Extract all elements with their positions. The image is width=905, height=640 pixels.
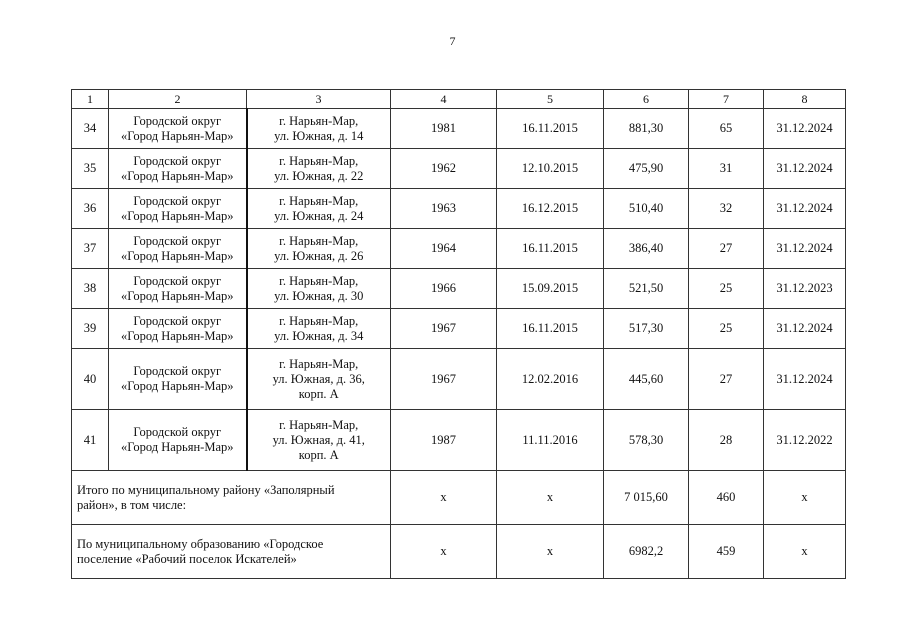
deadline-cell: 31.12.2024: [764, 229, 846, 269]
total-date-cell: х: [497, 471, 604, 525]
row-number: 34: [72, 109, 109, 149]
housing-register-table: [71, 89, 846, 579]
deadline-cell: 31.12.2023: [764, 269, 846, 309]
total-deadline-cell: х: [764, 525, 846, 579]
deadline-cell: 31.12.2024: [764, 149, 846, 189]
address-cell: г. Нарьян-Мар, ул. Южная, д. 34: [247, 309, 391, 349]
total-row-district: [72, 471, 846, 525]
total-label: По муниципальному образованию «Городское поселение «Рабочий поселок Искателей»: [72, 525, 391, 579]
deadline-cell: 31.12.2024: [764, 109, 846, 149]
total-count-cell: 460: [689, 471, 764, 525]
table-row: [72, 189, 846, 229]
count-cell: 27: [689, 229, 764, 269]
date-cell: 16.12.2015: [497, 189, 604, 229]
column-header: 8: [764, 90, 846, 109]
count-cell: 28: [689, 410, 764, 471]
table-row: [72, 149, 846, 189]
address-cell: г. Нарьян-Мар, ул. Южная, д. 22: [247, 149, 391, 189]
header-row: [72, 90, 846, 109]
total-date-cell: х: [497, 525, 604, 579]
table-row: [72, 109, 846, 149]
page-number: 7: [449, 34, 456, 48]
address-cell: г. Нарьян-Мар, ул. Южная, д. 41, корп. А: [247, 410, 391, 471]
count-cell: 31: [689, 149, 764, 189]
column-header: 5: [497, 90, 604, 109]
date-cell: 12.10.2015: [497, 149, 604, 189]
year-cell: 1962: [391, 149, 497, 189]
year-cell: 1967: [391, 349, 497, 410]
year-cell: 1966: [391, 269, 497, 309]
total-count-cell: 459: [689, 525, 764, 579]
count-cell: 65: [689, 109, 764, 149]
area-cell: 521,50: [604, 269, 689, 309]
deadline-cell: 31.12.2024: [764, 309, 846, 349]
table-row: [72, 410, 846, 471]
owner-cell: Городской округ «Город Нарьян-Мар»: [109, 410, 247, 471]
date-cell: 16.11.2015: [497, 229, 604, 269]
year-cell: 1964: [391, 229, 497, 269]
table-row: [72, 269, 846, 309]
date-cell: 16.11.2015: [497, 309, 604, 349]
area-cell: 578,30: [604, 410, 689, 471]
table-row: [72, 229, 846, 269]
date-cell: 16.11.2015: [497, 109, 604, 149]
year-cell: 1967: [391, 309, 497, 349]
address-cell: г. Нарьян-Мар, ул. Южная, д. 14: [247, 109, 391, 149]
row-number: 35: [72, 149, 109, 189]
address-cell: г. Нарьян-Мар, ул. Южная, д. 30: [247, 269, 391, 309]
area-cell: 445,60: [604, 349, 689, 410]
row-number: 40: [72, 349, 109, 410]
deadline-cell: 31.12.2022: [764, 410, 846, 471]
count-cell: 27: [689, 349, 764, 410]
address-cell: г. Нарьян-Мар, ул. Южная, д. 26: [247, 229, 391, 269]
year-cell: 1981: [391, 109, 497, 149]
date-cell: 12.02.2016: [497, 349, 604, 410]
total-year-cell: х: [391, 525, 497, 579]
owner-cell: Городской округ «Город Нарьян-Мар»: [109, 349, 247, 410]
table-row: [72, 349, 846, 410]
deadline-cell: 31.12.2024: [764, 189, 846, 229]
owner-cell: Городской округ «Город Нарьян-Мар»: [109, 229, 247, 269]
row-number: 39: [72, 309, 109, 349]
year-cell: 1987: [391, 410, 497, 471]
row-number: 38: [72, 269, 109, 309]
owner-cell: Городской округ «Город Нарьян-Мар»: [109, 109, 247, 149]
address-cell: г. Нарьян-Мар, ул. Южная, д. 36, корп. А: [247, 349, 391, 410]
area-cell: 475,90: [604, 149, 689, 189]
table-row: [72, 309, 846, 349]
area-cell: 881,30: [604, 109, 689, 149]
owner-cell: Городской округ «Город Нарьян-Мар»: [109, 149, 247, 189]
count-cell: 25: [689, 309, 764, 349]
area-cell: 517,30: [604, 309, 689, 349]
owner-cell: Городской округ «Город Нарьян-Мар»: [109, 269, 247, 309]
column-header: 2: [109, 90, 247, 109]
column-header: 3: [247, 90, 391, 109]
count-cell: 25: [689, 269, 764, 309]
row-number: 37: [72, 229, 109, 269]
total-label: Итого по муниципальному району «Заполярный район», в том числе:: [72, 471, 391, 525]
total-area-cell: 7 015,60: [604, 471, 689, 525]
total-deadline-cell: х: [764, 471, 846, 525]
owner-cell: Городской округ «Город Нарьян-Мар»: [109, 309, 247, 349]
row-number: 41: [72, 410, 109, 471]
deadline-cell: 31.12.2024: [764, 349, 846, 410]
column-header: 7: [689, 90, 764, 109]
column-header: 4: [391, 90, 497, 109]
area-cell: 510,40: [604, 189, 689, 229]
column-header: 6: [604, 90, 689, 109]
total-row-settlement: [72, 525, 846, 579]
owner-cell: Городской округ «Город Нарьян-Мар»: [109, 189, 247, 229]
count-cell: 32: [689, 189, 764, 229]
date-cell: 15.09.2015: [497, 269, 604, 309]
address-cell: г. Нарьян-Мар, ул. Южная, д. 24: [247, 189, 391, 229]
area-cell: 386,40: [604, 229, 689, 269]
row-number: 36: [72, 189, 109, 229]
date-cell: 11.11.2016: [497, 410, 604, 471]
column-header: 1: [72, 90, 109, 109]
total-area-cell: 6982,2: [604, 525, 689, 579]
total-year-cell: х: [391, 471, 497, 525]
year-cell: 1963: [391, 189, 497, 229]
